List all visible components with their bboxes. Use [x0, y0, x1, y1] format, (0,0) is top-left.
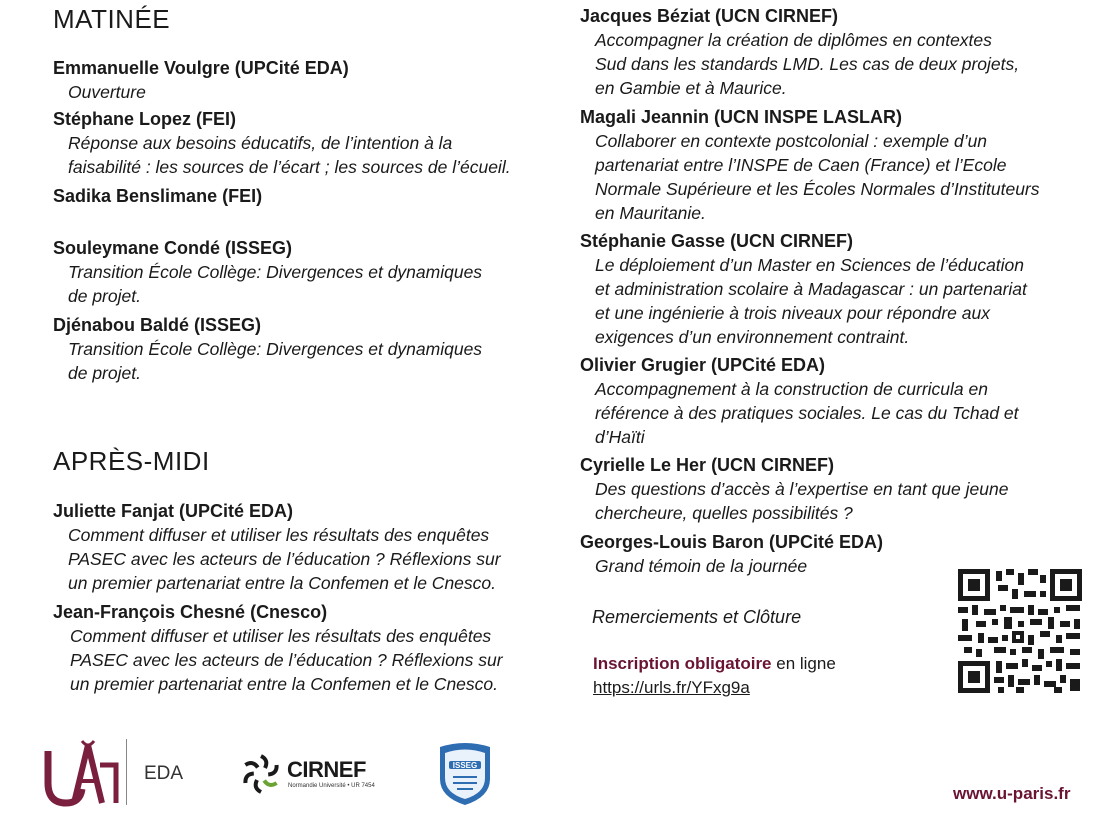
speaker-name: Stéphane Lopez (FEI)	[53, 109, 237, 129]
talk-title: Ouverture	[68, 82, 146, 102]
logo-bar	[40, 735, 520, 815]
speaker-name: Sadika Benslimane (FEI)	[53, 186, 263, 206]
talk-title: Accompagnement à la construction de curricula en référence à des pratiques sociales. Le cas du Tchad et d’Haïti	[595, 379, 1019, 447]
speaker-name: Juliette Fanjat (UPCité EDA)	[53, 501, 294, 521]
speaker-name: Souleymane Condé (ISSEG)	[53, 238, 293, 258]
website-url[interactable]: www.u-paris.fr	[953, 784, 1071, 803]
cirnef-subtitle: Normandie Université • UR 7454	[288, 783, 375, 789]
program-entry	[53, 601, 563, 696]
program-entry	[53, 500, 553, 595]
speaker-name: Cyrielle Le Her (UCN CIRNEF)	[580, 455, 835, 475]
talk-title: Des questions d’accès à l’expertise en tant que jeune chercheure, quelles possibilités ?	[595, 479, 1009, 523]
program-entry	[53, 108, 553, 179]
program-entry	[53, 237, 553, 308]
talk-title: Comment diffuser et utiliser les résultats des enquêtes PASEC avec les acteurs de l’éducation ? Réflexions sur un premier partenariat entre la Confemen et le Cnesco.	[70, 626, 503, 694]
speaker-name: Djénabou Baldé (ISSEG)	[53, 315, 262, 335]
registration-label: Inscription obligatoire	[593, 654, 772, 673]
registration-info	[593, 652, 836, 700]
program-entry	[580, 230, 1100, 349]
closing-remarks: Remerciements et Clôture	[592, 607, 802, 627]
program-entry	[53, 57, 553, 104]
speaker-name: Georges-Louis Baron (UPCité EDA)	[580, 532, 884, 552]
cirnef-logo-icon	[240, 753, 282, 795]
matinee-title: MATINÉE	[53, 4, 171, 34]
program-entry	[53, 185, 553, 208]
cirnef-label: CIRNEF	[287, 757, 366, 782]
logo-divider	[126, 739, 127, 805]
talk-title: Transition École Collège: Divergences et dynamiques de projet.	[68, 339, 483, 383]
talk-title: Comment diffuser et utiliser les résultats des enquêtes PASEC avec les acteurs de l’éducation ? Réflexions sur un premier partenariat entre la Confemen et le Cnesco.	[68, 525, 501, 593]
apres-midi-title: APRÈS-MIDI	[53, 446, 210, 476]
speaker-name: Olivier Grugier (UPCité EDA)	[580, 355, 826, 375]
program-entry	[580, 106, 1105, 225]
isseg-logo	[436, 741, 494, 807]
speaker-name: Jacques Béziat (UCN CIRNEF)	[580, 6, 839, 26]
talk-title: Accompagner la création de diplômes en contextes Sud dans les standards LMD. Les cas de deux projets, en Gambie et à Maurice.	[595, 30, 1020, 98]
program-entry	[53, 314, 553, 385]
qr-code-icon[interactable]	[958, 569, 1082, 693]
program-entry	[580, 454, 1100, 525]
registration-link[interactable]: https://urls.fr/YFxg9a	[593, 678, 750, 697]
speaker-name: Jean-François Chesné (Cnesco)	[53, 602, 328, 622]
speaker-name: Magali Jeannin (UCN INSPE LASLAR)	[580, 107, 903, 127]
talk-title: Le déploiement d’un Master en Sciences de l’éducation et administration scolaire à Madagascar : un partenariat et une ingénierie à trois niveaux pour répondre aux exigences d’un environnement contraint.	[595, 255, 1027, 347]
talk-title: Transition École Collège: Divergences et dynamiques de projet.	[68, 262, 483, 306]
talk-title: Grand témoin de la journée	[595, 556, 808, 576]
program-entry	[580, 5, 1100, 100]
speaker-name: Stéphanie Gasse (UCN CIRNEF)	[580, 231, 854, 251]
program-entry	[580, 354, 1100, 449]
universite-paris-cite-logo-icon	[44, 737, 120, 809]
speaker-name: Emmanuelle Voulgre (UPCité EDA)	[53, 58, 349, 78]
talk-title: Collaborer en contexte postcolonial : exemple d’un partenariat entre l’INSPE de Caen (France) et l’Ecole Normale Supérieure et les Écoles Normales d’Instituteurs en Mauritanie.	[595, 131, 1040, 223]
registration-suffix: en ligne	[771, 654, 836, 673]
eda-label: EDA	[144, 763, 184, 784]
isseg-badge-icon	[436, 741, 494, 807]
isseg-label: ISSEG	[452, 761, 478, 770]
talk-title: Réponse aux besoins éducatifs, de l’intention à la faisabilité : les sources de l’écart ; les sources de l’écueil.	[68, 133, 511, 177]
